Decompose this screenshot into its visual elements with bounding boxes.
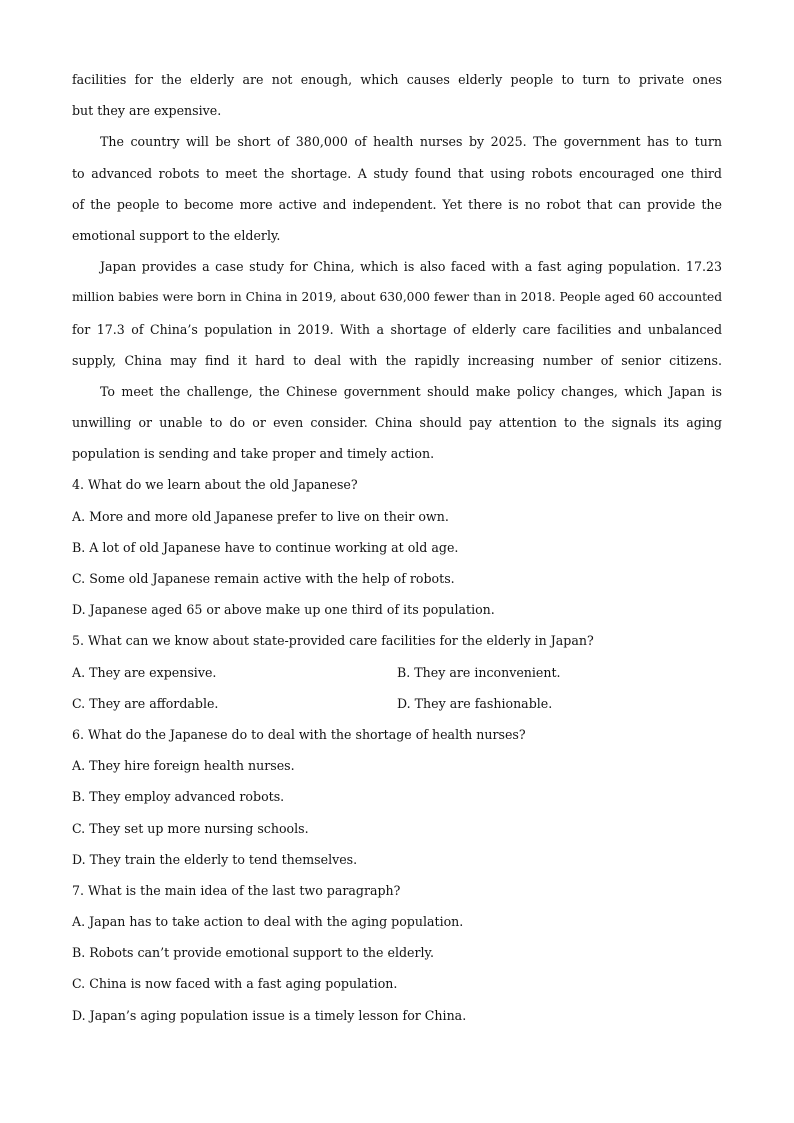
answer-option: D. They are fashionable.	[397, 695, 553, 711]
answer-option: B. They employ advanced robots.	[72, 789, 285, 805]
passage-line: population is sending and take proper and timely action.	[72, 446, 435, 462]
answer-option: D. Japanese aged 65 or above make up one third of its population.	[72, 602, 495, 618]
answer-option: D. Japan’s aging population issue is a timely lesson for China.	[72, 1007, 467, 1023]
passage-line: for 17.3 of China’s population in 2019. With a shortage of elderly care facilities and unbalanced	[72, 321, 722, 337]
answer-option: A. Japan has to take action to deal with the aging population.	[72, 914, 464, 930]
question-stem: 5. What can we know about state-provided care facilities for the elderly in Japan?	[72, 633, 594, 649]
passage-line: facilities for the elderly are not enough, which causes elderly people to turn to private ones	[72, 72, 722, 87]
answer-option: A. More and more old Japanese prefer to live on their own.	[72, 508, 449, 524]
answer-option: A. They hire foreign health nurses.	[72, 758, 295, 774]
answer-option-row	[72, 657, 722, 688]
passage-line: Japan provides a case study for China, which is also faced with a fast aging population. 17.23	[100, 259, 722, 275]
question-stem: 4. What do we learn about the old Japanese?	[72, 477, 358, 493]
answer-option: C. China is now faced with a fast aging population.	[72, 976, 398, 992]
answer-option: C. Some old Japanese remain active with the help of robots.	[72, 571, 455, 586]
answer-option-row	[72, 688, 722, 719]
passage-line: To meet the challenge, the Chinese government should make policy changes, which Japan is	[100, 383, 722, 399]
passage-line: but they are expensive.	[72, 103, 222, 119]
passage-line: emotional support to the elderly.	[72, 227, 281, 243]
document-page	[72, 64, 722, 1031]
passage-line: The country will be short of 380,000 of health nurses by 2025. The government has to turn	[100, 134, 722, 150]
passage-line: million babies were born in China in 2019, about 630,000 fewer than in 2018. People aged 60 accounted	[72, 290, 722, 305]
answer-option: D. They train the elderly to tend themselves.	[72, 851, 358, 867]
answer-option: B. A lot of old Japanese have to continue working at old age.	[72, 539, 459, 555]
answer-option: B. They are inconvenient.	[397, 664, 561, 680]
answer-option: C. They set up more nursing schools.	[72, 820, 309, 836]
passage-line: to advanced robots to meet the shortage. A study found that using robots encouraged one third	[72, 165, 722, 181]
passage-line: unwilling or unable to do or even consider. China should pay attention to the signals its aging	[72, 415, 722, 431]
answer-option: B. Robots can’t provide emotional support to the elderly.	[72, 945, 434, 961]
passage-line: supply, China may find it hard to deal with the rapidly increasing number of senior citizens.	[72, 352, 722, 368]
answer-option: A. They are expensive.	[72, 664, 217, 680]
question-stem: 7. What is the main idea of the last two paragraph?	[72, 882, 401, 898]
question-stem: 6. What do the Japanese do to deal with the shortage of health nurses?	[72, 726, 526, 742]
answer-option: C. They are affordable.	[72, 695, 219, 711]
passage-line: of the people to become more active and independent. Yet there is no robot that can provide the	[72, 196, 722, 212]
